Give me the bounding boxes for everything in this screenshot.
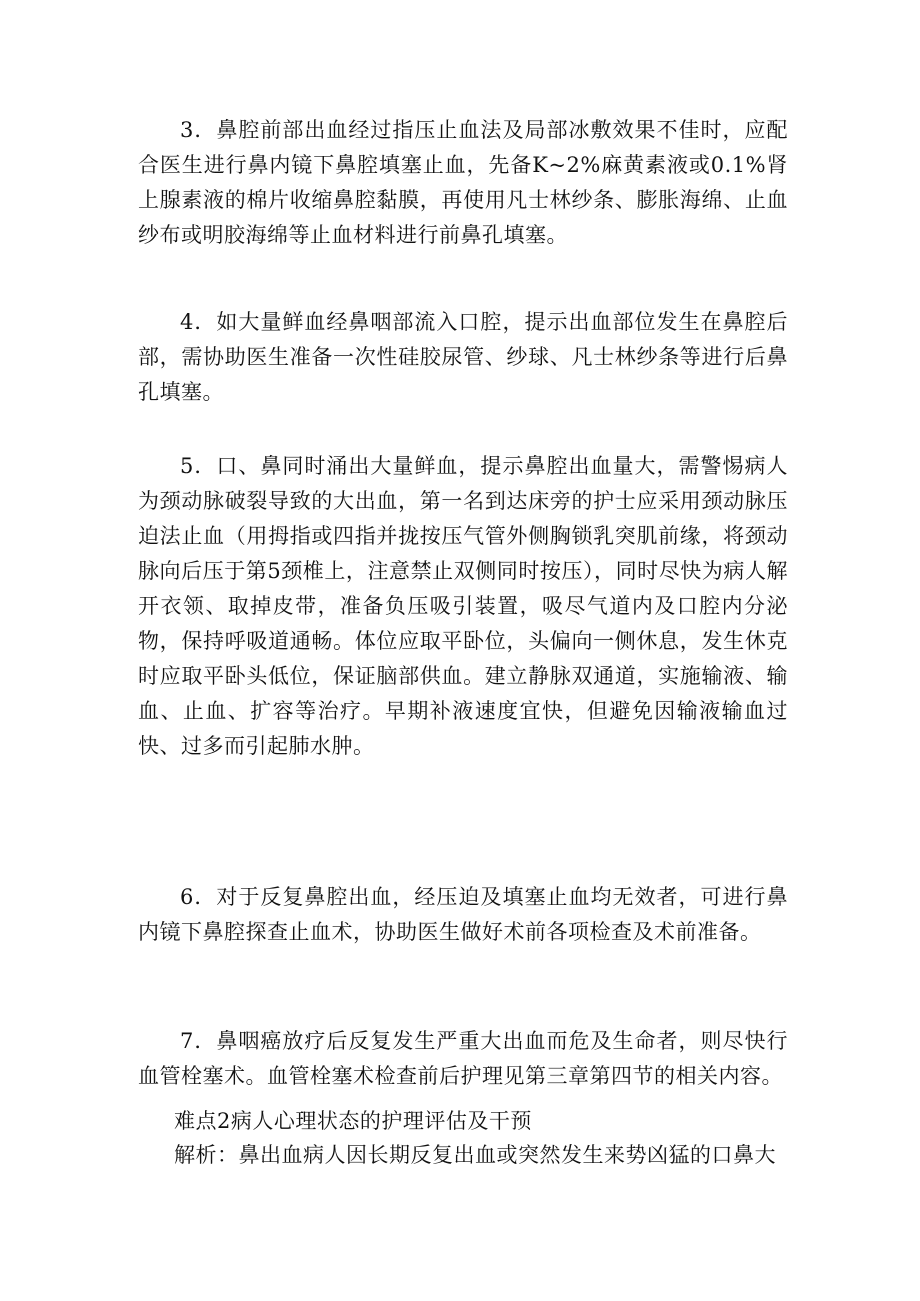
difficulty-heading: 难点2病人心理状态的护理评估及干预 [174, 1109, 532, 1133]
paragraph-item-5: 5．口、鼻同时涌出大量鲜血，提示鼻腔出血量大，需警惕病人为颈动脉破裂导致的大出血，第一名到达床旁的护士应采用颈动脉压迫法止血（用拇指或四指并拢按压气管外侧胸锁乳突肌前缘，将颈动脉向后压于第5颈椎上，注意禁止双侧同时按压），同时尽快为病人解开衣领、取掉皮带，准备负压吸引装置，吸尽气道内及口腔内分泌物，保持呼吸道通畅。体位应取平卧位，头偏向一侧休息，发生休克时应取平卧头低位，保证脑部供血。建立静脉双通道，实施输液、输血、止血、扩容等治疗。早期补液速度宜快，但避免因输液输血过快、过多而引起肺水肿。 [138, 454, 788, 758]
paragraph-item-6: 6．对于反复鼻腔出血，经压迫及填塞止血均无效者，可进行鼻内镜下鼻腔探查止血术，协助医生做好术前各项检查及术前准备。 [138, 885, 788, 944]
paragraph-item-7: 7．鼻咽癌放疗后反复发生严重大出血而危及生命者，则尽快行血管栓塞术。血管栓塞术检查前后护理见第三章第四节的相关内容。 [138, 1029, 788, 1088]
paragraph-item-4: 4．如大量鲜血经鼻咽部流入口腔，提示出血部位发生在鼻腔后部，需协助医生准备一次性硅胶尿管、纱球、凡士林纱条等进行后鼻孔填塞。 [138, 310, 788, 404]
analysis-paragraph: 解析：鼻出血病人因长期反复出血或突然发生来势凶猛的口鼻大 [174, 1143, 776, 1167]
paragraph-item-3: 3．鼻腔前部出血经过指压止血法及局部冰敷效果不佳时，应配合医生进行鼻内镜下鼻腔填塞止血，先备K~2%麻黄素液或0.1%肾上腺素液的棉片收缩鼻腔黏膜，再使用凡士林纱条、膨胀海绵、止血纱布或明胶海绵等止血材料进行前鼻孔填塞。 [138, 118, 788, 247]
